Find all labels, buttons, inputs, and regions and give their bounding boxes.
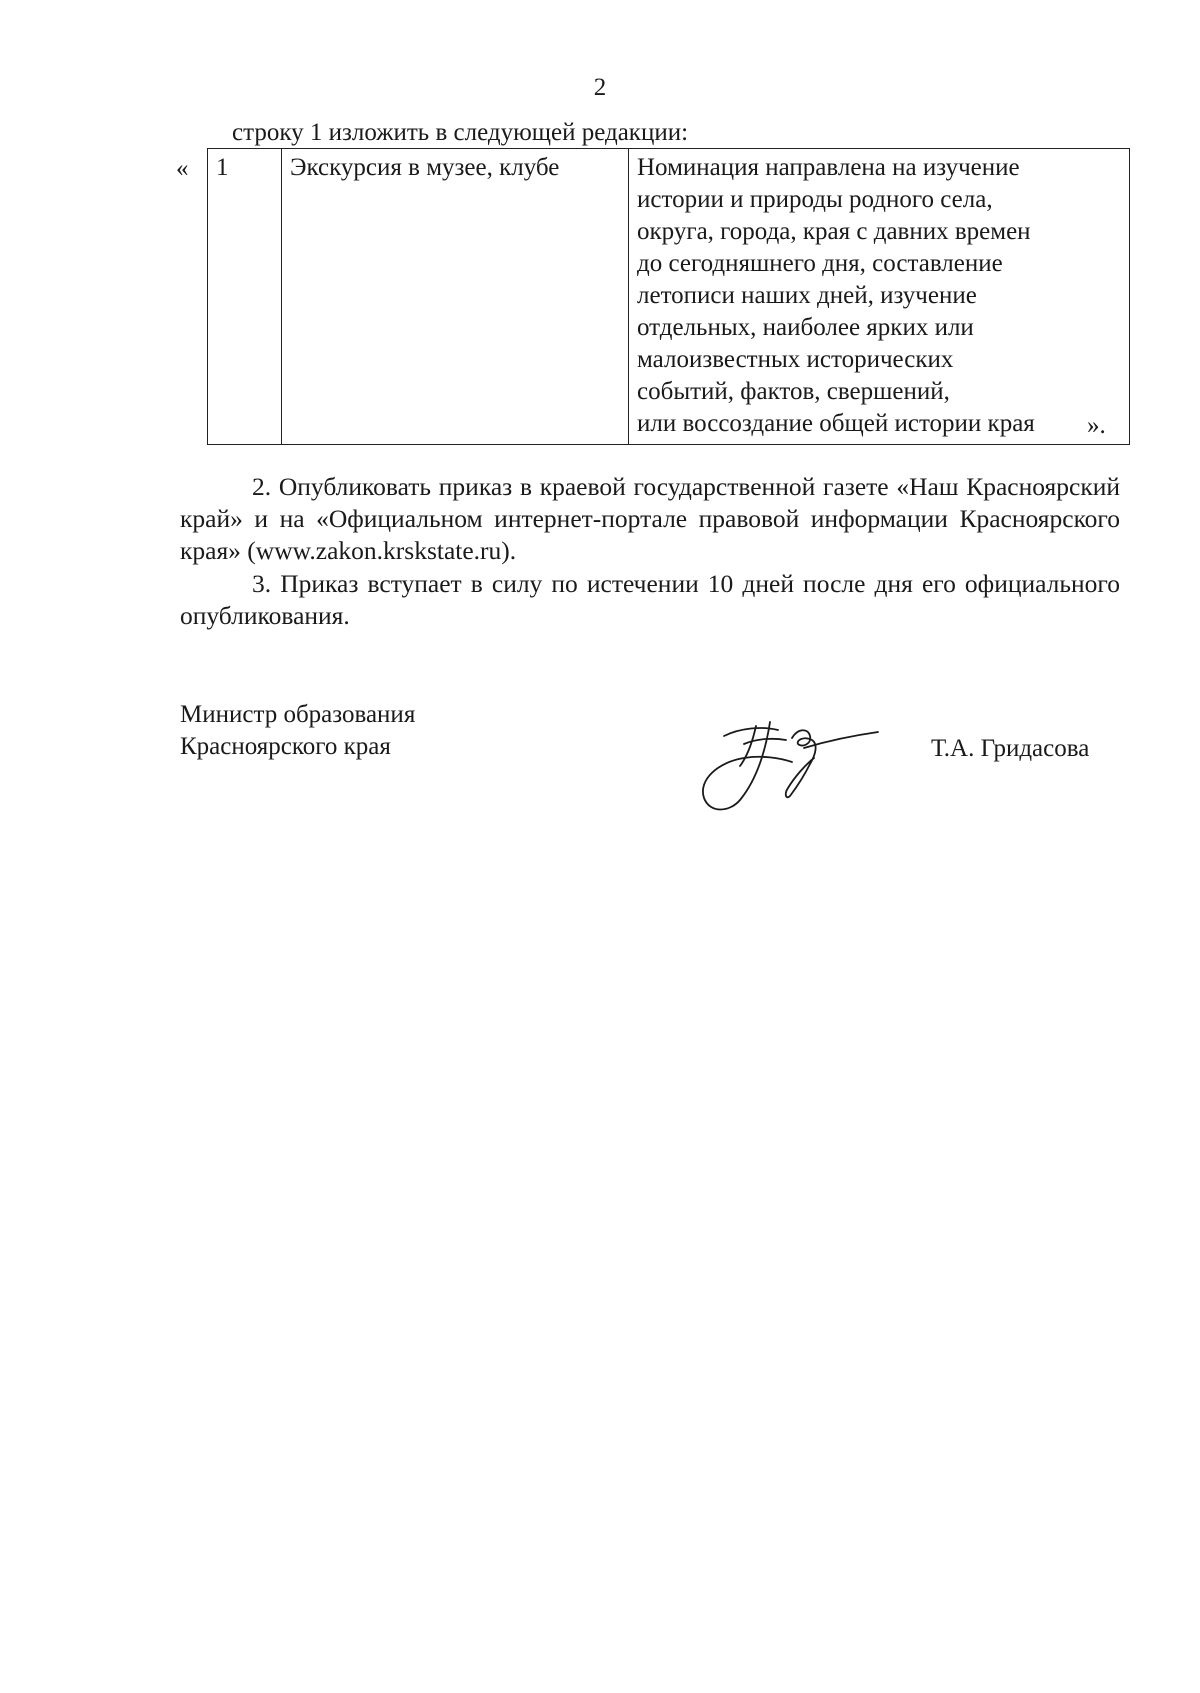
closing-quote: ». [1087, 412, 1106, 439]
opening-quote: « [176, 155, 189, 182]
description-line: до сегодняшнего дня, составление [637, 250, 1003, 277]
handwritten-signature [700, 718, 890, 818]
description-line: округа, города, края с давних времен [637, 218, 1031, 245]
signatory-position [180, 699, 415, 763]
description-line: истории и природы родного села, [637, 186, 993, 213]
paragraph-publish: 2. Опубликовать приказ в краевой государственной газете «Наш Красноярский край» и на «Официальном интернет-портале правовой информации Красноярского края» (www.zakon.krskstate.ru). [180, 472, 1120, 565]
nomination-description-cell [629, 149, 1130, 445]
description-line: малоизвестных исторических [637, 346, 954, 373]
paragraph-effective-date: 3. Приказ вступает в силу по истечении 10 дней после дня его официального опубликования. [180, 569, 1120, 630]
description-line: летописи наших дней, изучение [637, 282, 977, 309]
description-line: событий, фактов, свершений, [637, 378, 950, 405]
description-line: отдельных, наиболее ярких или [637, 314, 974, 341]
row-number-cell: 1 [208, 149, 282, 445]
page-number: 2 [593, 74, 607, 101]
amendment-table [207, 148, 1130, 445]
intro-text: строку 1 изложить в следующей редакции: [232, 119, 689, 146]
table-row [208, 149, 1130, 445]
signatory-name: Т.А. Гридасова [931, 735, 1090, 762]
position-line: Министр образования [180, 701, 416, 728]
nomination-name-cell: Экскурсия в музее, клубе [282, 149, 629, 445]
description-line: или воссоздание общей истории края [637, 410, 1035, 437]
position-line: Красноярского края [180, 733, 391, 760]
description-line: Номинация направлена на изучение [637, 154, 1020, 181]
